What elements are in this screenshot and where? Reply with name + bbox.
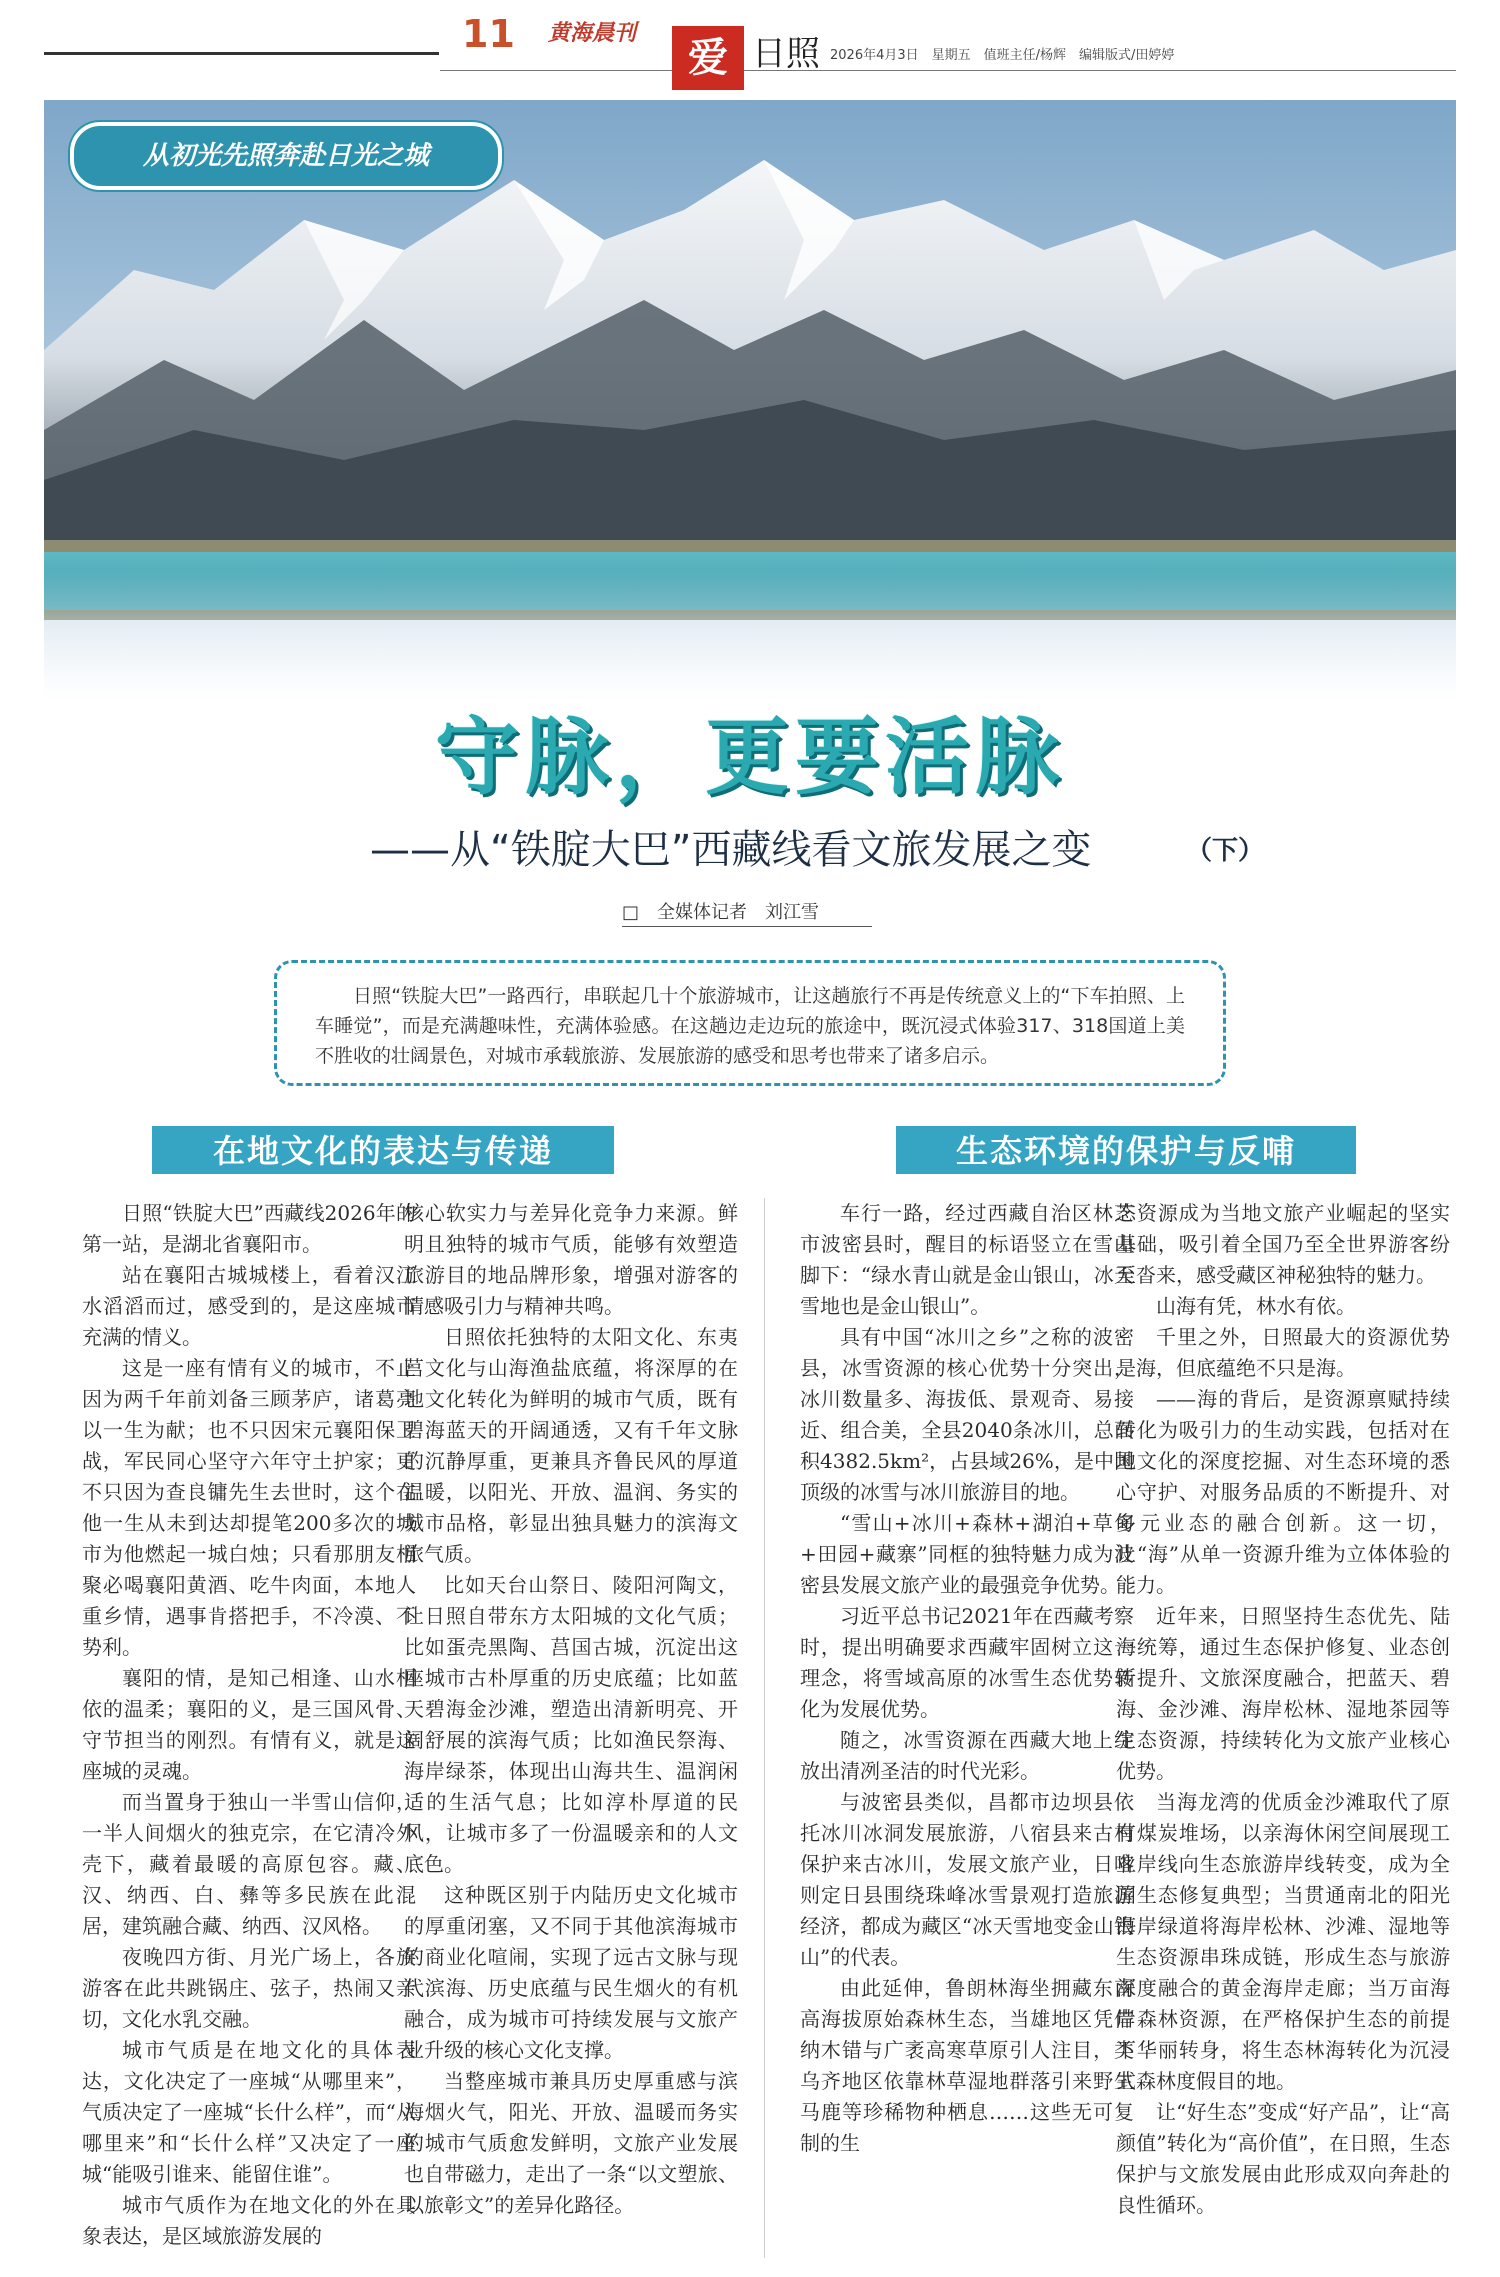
section-title-culture: 在地文化的表达与传递 — [152, 1126, 614, 1174]
paragraph: 而当置身于独山一半雪山信仰，一半人间烟火的独克宗，在它清冷外壳下，藏着最暖的高原包容。藏、汉、纳西、白、彝等多民族在此混居，建筑融合藏、纳西、汉风格。 — [82, 1790, 416, 1938]
paragraph: 城市气质作为在地文化的外在具象表达，是区域旅游发展的 — [82, 2193, 416, 2248]
paragraph: 千里之外，日照最大的资源优势是海，但底蕴绝不只是海。 — [1116, 1325, 1450, 1380]
paragraph: 让“好生态”变成“好产品”，让“高颜值”转化为“高价值”，在日照，生态保护与文旅发展由此形成双向奔赴的良性循环。 — [1116, 2100, 1450, 2217]
paragraph: 山海有凭，林水有依。 — [1156, 1294, 1356, 1318]
section-seal: 爱 — [672, 26, 744, 90]
issue-meta: 2026年4月3日 星期五 值班主任/杨辉 编辑版式/田婷婷 — [830, 48, 1175, 63]
paragraph: 日照“铁腚大巴”西藏线2026年的第一站，是湖北省襄阳市。 — [82, 1201, 416, 1256]
paragraph: 这种既区别于内陆历史文化城市的厚重闭塞，又不同于其他滨海城市的商业化喧闹，实现了远古文脉与现代滨海、历史底蕴与民生烟火的有机融合，成为城市可持续发展与文旅产业升级的核心文化支撑。 — [404, 1883, 738, 2062]
paragraph: 襄阳的情，是知己相逢、山水相依的温柔；襄阳的义，是三国风骨、守节担当的刚烈。有情有义，就是这座城的灵魂。 — [82, 1666, 416, 1783]
paragraph: 当海龙湾的优质金沙滩取代了原有煤炭堆场，以亲海休闲空间展现工业岸线向生态旅游岸线转变，成为全国生态修复典型；当贯通南北的阳光海岸绿道将海岸松林、沙滩、湿地等生态资源串珠成链，形成生态与旅游深度融合的黄金海岸走廊；当万亩海岸森林资源，在严格保护生态的前提下华丽转身，将生态林海转化为沉浸式森林度假目的地。 — [1116, 1790, 1450, 2093]
article-subtitle-part: （下） — [1186, 836, 1265, 866]
paragraph: 随之，冰雪资源在西藏大地上绽放出清冽圣洁的时代光彩。 — [800, 1728, 1134, 1783]
paragraph: 比如天台山祭日、陵阳河陶文，让日照自带东方太阳城的文化气质；比如蛋壳黑陶、莒国古城，沉淀出这座城市古朴厚重的历史底蕴；比如蓝天碧海金沙滩，塑造出清新明亮、开阔舒展的滨海气质；比如渔民祭海、海岸绿茶，体现出山海共生、温润闲适的生活气息；比如淳朴厚道的民风，让城市多了一份温暖亲和的人文底色。 — [404, 1573, 738, 1876]
byline-underline — [622, 926, 872, 927]
body-column-4 — [1116, 1198, 1450, 2268]
paragraph: 核心软实力与差异化竞争力来源。鲜明且独特的城市气质，能够有效塑造旅游目的地品牌形象，增强对游客的情感吸引力与精神共鸣。 — [404, 1201, 738, 1318]
body-column-3 — [800, 1198, 1134, 2268]
paragraph: 车行一路，经过西藏自治区林芝市波密县时，醒目的标语竖立在雪山脚下：“绿水青山就是金山银山，冰天雪地也是金山银山”。 — [800, 1201, 1134, 1318]
body-column-1 — [82, 1198, 416, 2268]
column-divider — [764, 1198, 765, 2258]
snow-mountain-lake-image — [44, 100, 1456, 700]
paragraph: 这是一座有情有义的城市，不止因为两千年前刘备三顾茅庐，诸葛亮以一生为献；也不只因宋元襄阳保卫战，军民同心坚守六年守土护家；更不只因为查良镛先生去世时，这个在他一生从未到达却提笔200多次的城市为他燃起一城白烛；只看那朋友相聚必喝襄阳黄酒、吃牛肉面，本地人重乡情，遇事肯搭把手，不冷漠、不势利。 — [82, 1356, 416, 1659]
paragraph: 站在襄阳古城城楼上，看着汉江水滔滔而过，感受到的，是这座城市充满的情义。 — [82, 1263, 416, 1349]
paragraph: ——海的背后，是资源禀赋持续转化为吸引力的生动实践，包括对在地文化的深度挖掘、对生态环境的悉心守护、对服务品质的不断提升、对多元业态的融合创新。这一切，让“海”从单一资源升维为立体体验的能力。 — [1116, 1387, 1450, 1597]
paragraph: 日照依托独特的太阳文化、东夷莒文化与山海渔盐底蕴，将深厚的在地文化转化为鲜明的城市气质，既有碧海蓝天的开阔通透，又有千年文脉的沉静厚重，更兼具齐鲁民风的厚道温暖，以阳光、开放、温润、务实的城市品格，彰显出独具魅力的滨海文旅气质。 — [404, 1325, 738, 1566]
paragraph: 城市气质是在地文化的具体表达，文化决定了一座城“从哪里来”，气质决定了一座城“长什么样”，而“从哪里来”和“长什么样”又决定了一座城“能吸引谁来、能留住谁”。 — [82, 2038, 416, 2186]
section-title-ecology: 生态环境的保护与反哺 — [896, 1126, 1356, 1174]
paragraph: 近年来，日照坚持生态优先、陆海统筹，通过生态保护修复、业态创新提升、文旅深度融合，把蓝天、碧海、金沙滩、海岸松林、湿地茶园等生态资源，持续转化为文旅产业核心优势。 — [1116, 1604, 1450, 1783]
paragraph: 与波密县类似，昌都市边坝县依托冰川冰洞发展旅游，八宿县来古村保护来古冰川，发展文旅产业，日喀则定日县围绕珠峰冰雪景观打造旅游经济，都成为藏区“冰天雪地变金山银山”的代表。 — [800, 1790, 1134, 1969]
paragraph: 由此延伸，鲁朗林海坐拥藏东南高海拔原始森林生态，当雄地区凭借纳木错与广袤高寒草原引人注目，类乌齐地区依靠林草湿地群落引来野生马鹿等珍稀物种栖息……这些无可复制的生 — [800, 1976, 1134, 2155]
page-header — [0, 0, 1500, 80]
body-column-2 — [404, 1198, 738, 2268]
page-number: 11 — [462, 12, 515, 56]
paragraph: 具有中国“冰川之乡”之称的波密县，冰雪资源的核心优势十分突出，冰川数量多、海拔低、景观奇、易接近、组合美，全县2040条冰川，总面积4382.5km²，占县域26%，是中国顶级的冰雪与冰川旅游目的地。 — [800, 1325, 1134, 1504]
paragraph: 习近平总书记2021年在西藏考察时，提出明确要求西藏牢固树立这一理念，将雪域高原的冰雪生态优势转化为发展优势。 — [800, 1604, 1134, 1721]
paragraph: 夜晚四方街、月光广场上，各族游客在此共跳锅庄、弦子，热闹又亲切，文化水乳交融。 — [82, 1945, 416, 2031]
byline: □ 全媒体记者 刘江雪 — [622, 902, 820, 923]
paragraph: 当整座城市兼具历史厚重感与滨海烟火气，阳光、开放、温暖而务实的城市气质愈发鲜明，文旅产业发展也自带磁力，走出了一条“以文塑旅、以旅彰文”的差异化路径。 — [404, 2069, 738, 2217]
article-subtitle: ——从“铁腚大巴”西藏线看文旅发展之变 — [370, 827, 1092, 873]
paragraph: “雪山+冰川+森林+湖泊+草甸+田园+藏寨”同框的独特魅力成为波密县发展文旅产业的最强竞争优势。 — [800, 1511, 1134, 1597]
lead-summary: 日照“铁腚大巴”一路西行，串联起几十个旅游城市，让这趟旅行不再是传统意义上的“下车拍照、上车睡觉”，而是充满趣味性，充满体验感。在这趟边走边玩的旅途中，既沉浸式体验317、318国道上美不胜收的壮阔景色，对城市承载旅游、发展旅游的感受和思考也带来了诸多启示。 — [274, 960, 1226, 1086]
header-rule-left — [44, 52, 439, 55]
article-title: 守脉，更要活脉 — [434, 708, 1065, 806]
section-name: 日照 — [752, 34, 820, 74]
paragraph: 态资源成为当地文旅产业崛起的坚实基础，吸引着全国乃至全世界游客纷至沓来，感受藏区神秘独特的魅力。 — [1116, 1201, 1450, 1287]
header-rule-right — [440, 70, 1456, 71]
tagline-banner: 从初光先照奔赴日光之城 — [70, 122, 502, 190]
hero-photo — [44, 100, 1456, 700]
publication-name: 黄海晨刊 — [548, 20, 637, 46]
